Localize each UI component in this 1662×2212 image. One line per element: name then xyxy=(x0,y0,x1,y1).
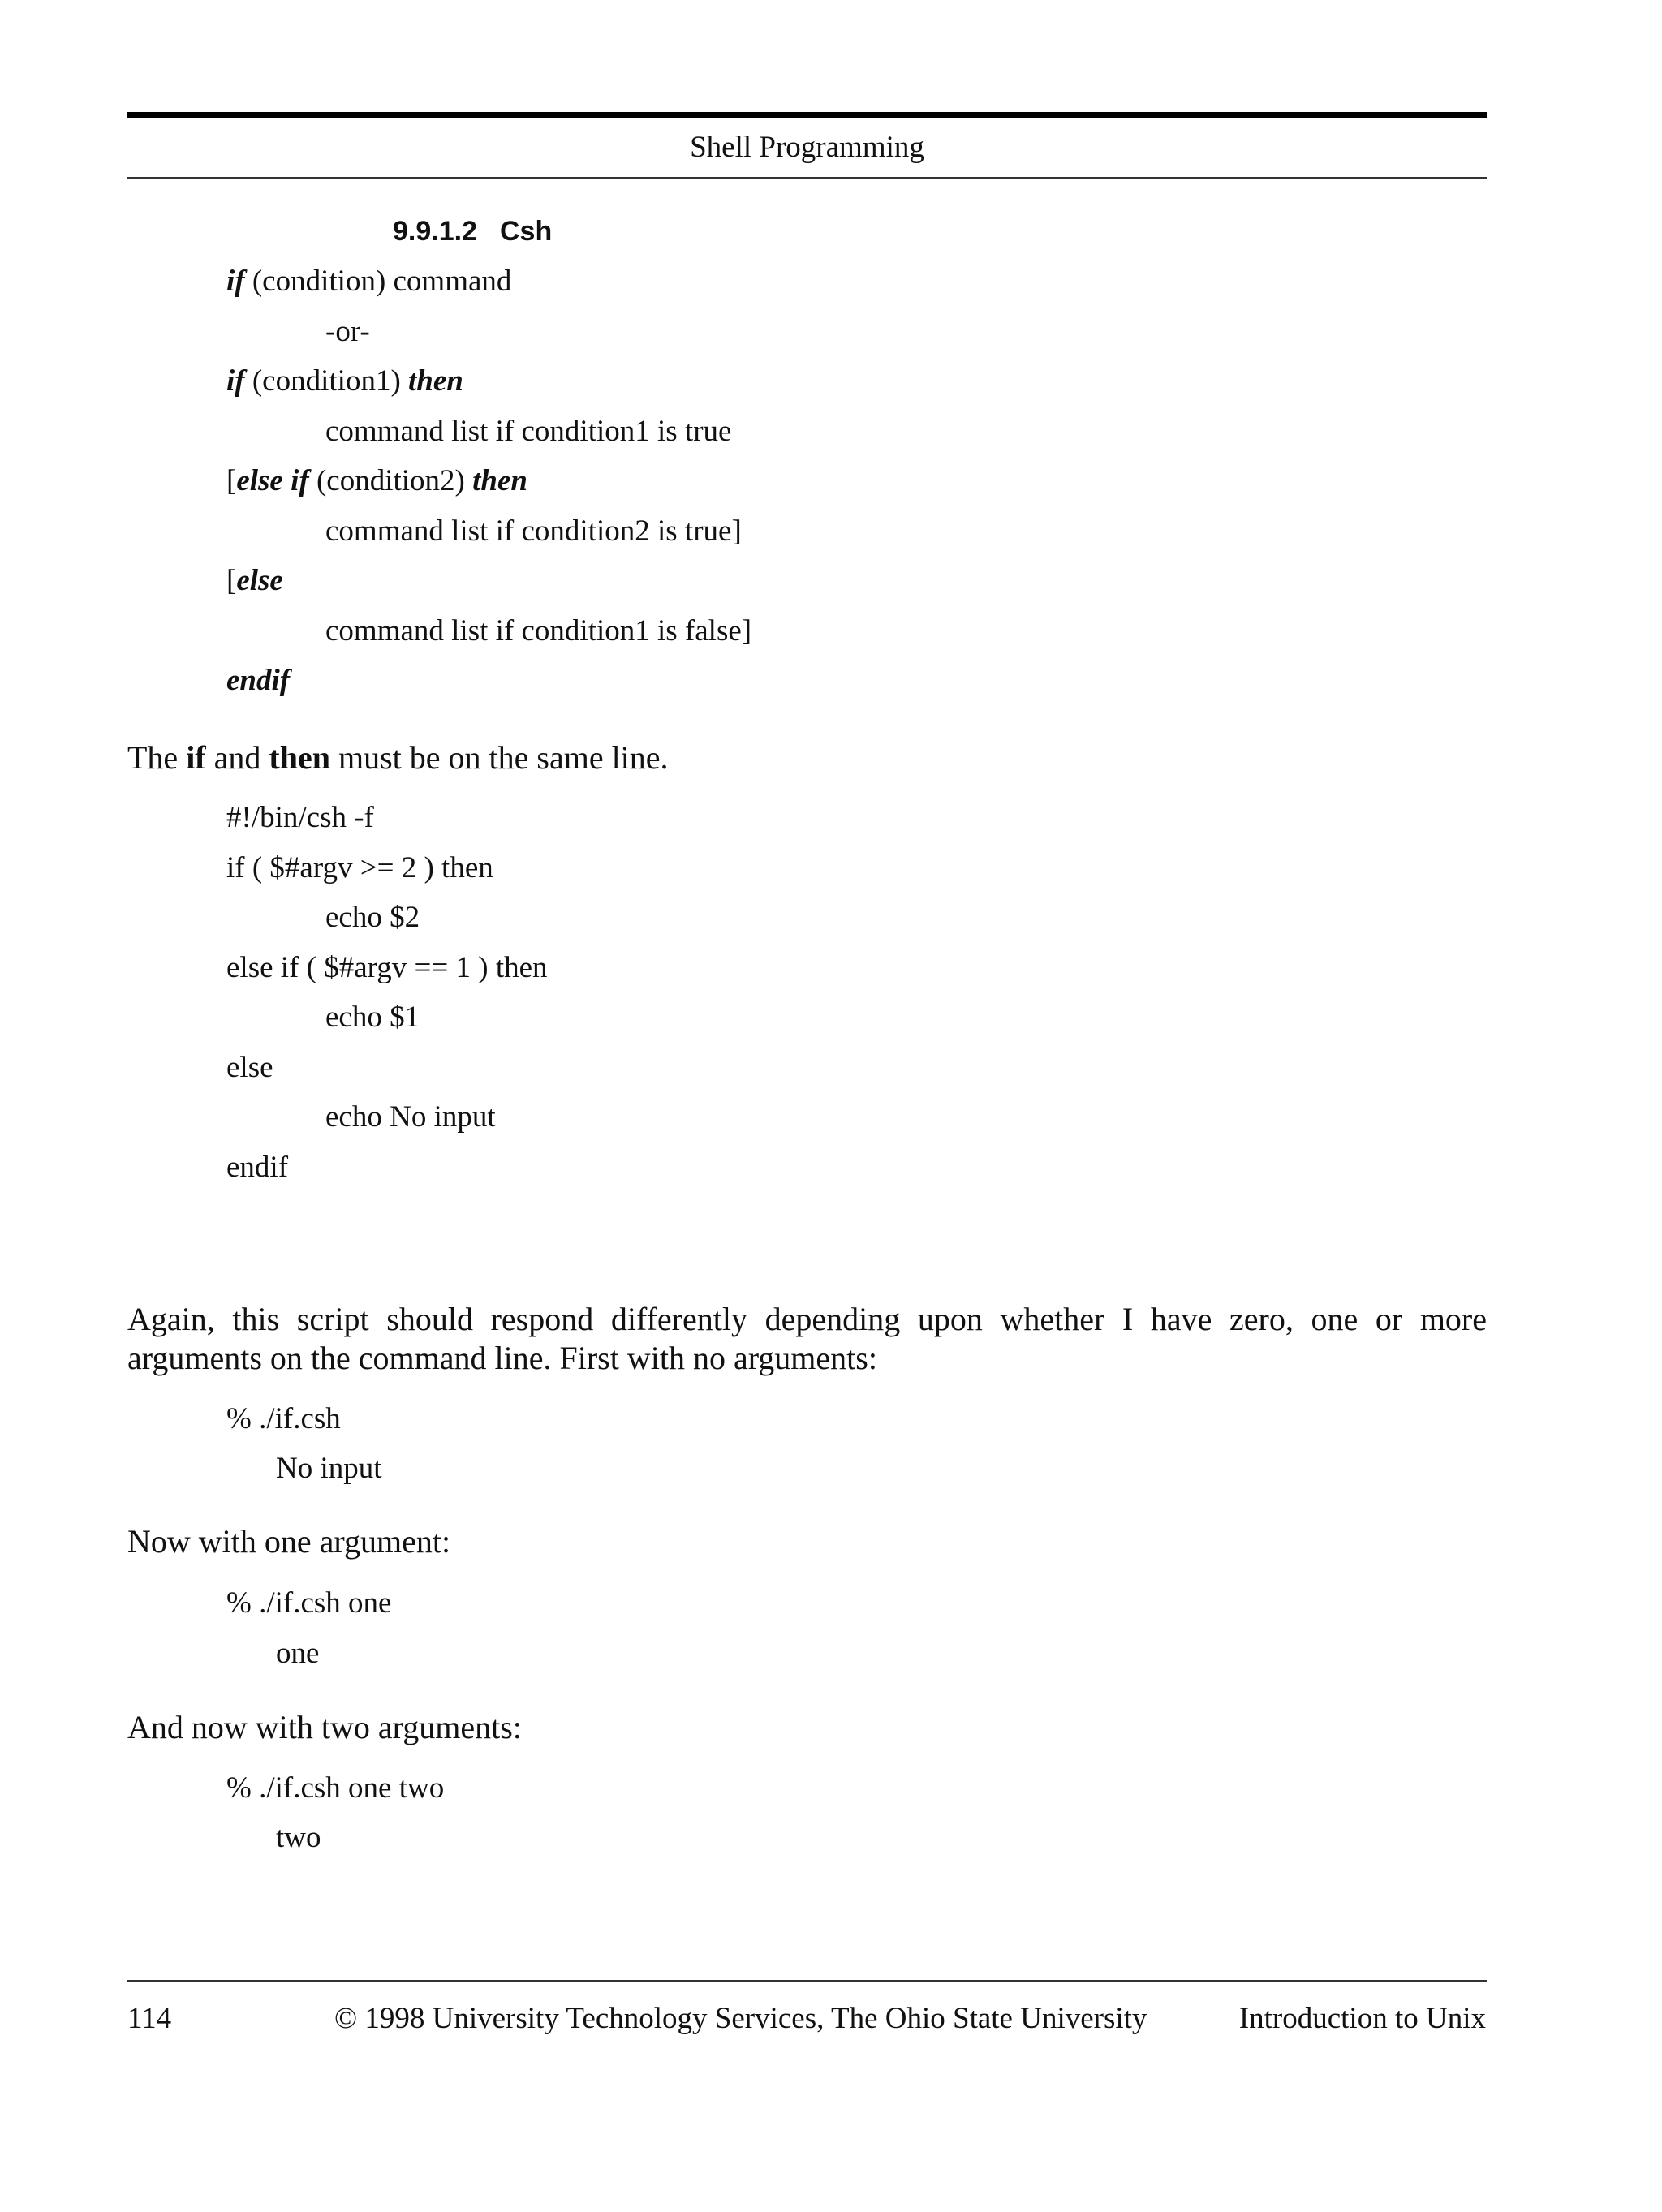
run-output: two xyxy=(276,1821,321,1854)
run-command: % ./if.csh one xyxy=(226,1586,392,1620)
script-line: else xyxy=(226,1051,273,1084)
syntax-command-list-3: command list if condition1 is false] xyxy=(325,614,752,648)
syntax-command-list-2: command list if condition2 is true] xyxy=(325,514,742,548)
syntax-line-endif xyxy=(226,663,290,698)
script-line: endif xyxy=(226,1151,289,1184)
page-number: 114 xyxy=(127,2002,172,2035)
note-text: The xyxy=(127,739,187,776)
note-bold-if: if xyxy=(186,739,206,776)
syntax-line-else-if xyxy=(226,463,527,498)
keyword-else: else xyxy=(236,564,283,597)
keyword-then: then xyxy=(408,364,463,398)
header-rule-thick xyxy=(127,112,1487,118)
section-title: Csh xyxy=(499,216,553,247)
body-label: And now with two arguments: xyxy=(127,1709,522,1745)
keyword-then: then xyxy=(472,464,527,497)
syntax-text: (condition1) xyxy=(244,364,409,398)
note-text: must be on the same line. xyxy=(329,739,669,776)
footer-copyright: © 1998 University Technology Services, The Ohio State University xyxy=(334,2002,1147,2035)
running-header: Shell Programming xyxy=(690,131,924,164)
syntax-line-if-then xyxy=(226,364,463,398)
script-line: echo $1 xyxy=(325,1001,420,1034)
bracket: [ xyxy=(226,564,237,597)
bracket: [ xyxy=(226,464,237,497)
run-output: one xyxy=(276,1637,320,1670)
script-line: echo No input xyxy=(325,1100,496,1134)
section-number: 9.9.1.2 xyxy=(393,216,477,247)
script-line: #!/bin/csh -f xyxy=(226,801,374,834)
syntax-command-list-1: command list if condition1 is true xyxy=(325,415,732,448)
syntax-line-if xyxy=(226,264,511,299)
keyword-if: if xyxy=(226,265,245,298)
script-line: if ( $#argv >= 2 ) then xyxy=(226,851,493,884)
header-rule-thin xyxy=(127,177,1487,179)
note-line xyxy=(127,738,669,777)
syntax-or: -or- xyxy=(325,315,370,348)
section-heading xyxy=(393,216,552,247)
note-text: and xyxy=(205,739,269,776)
keyword-if: if xyxy=(226,364,245,398)
syntax-line-else xyxy=(226,563,283,598)
run-command: % ./if.csh one two xyxy=(226,1771,445,1805)
body-paragraph: Again, this script should respond differently depending upon whether I have zero, one or more arguments on the command line. First with no arguments: xyxy=(127,1301,1487,1376)
run-command: % ./if.csh xyxy=(226,1402,341,1435)
body-label: Now with one argument: xyxy=(127,1523,451,1560)
keyword-else-if: else if xyxy=(236,464,309,497)
note-bold-then: then xyxy=(269,739,330,776)
footer-book-title: Introduction to Unix xyxy=(1238,2002,1486,2035)
syntax-text: (condition2) xyxy=(308,464,473,497)
keyword-endif: endif xyxy=(226,664,291,697)
script-line: else if ( $#argv == 1 ) then xyxy=(226,951,548,984)
footer-rule xyxy=(127,1980,1487,1982)
syntax-text: (condition) command xyxy=(244,265,512,298)
run-output: No input xyxy=(276,1452,382,1485)
script-line: echo $2 xyxy=(325,901,420,934)
